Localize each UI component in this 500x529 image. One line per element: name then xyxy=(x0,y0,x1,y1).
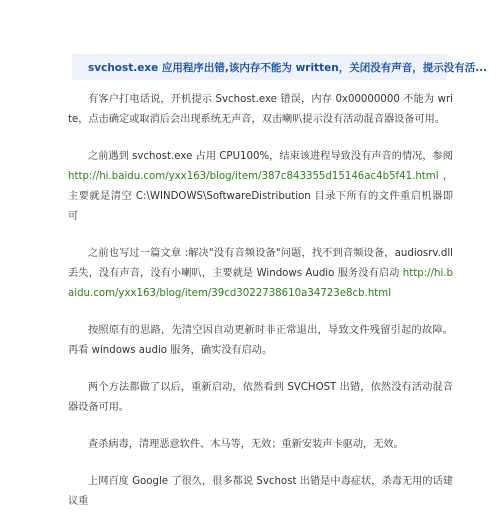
article-title[interactable]: svchost.exe 应用程序出错,该内存不能为 written，关闭没有声音，提示没有活... xyxy=(88,62,488,74)
article-body xyxy=(68,90,453,529)
blog-link[interactable]: http://hi.baidu.com/yxx163/blog/item/387c843355d15146ac4b5f41.html xyxy=(68,171,439,182)
article-paragraph xyxy=(68,321,453,361)
paragraph-text: 查杀病毒，清理恶意软件、木马等，无效；重新安装声卡驱动，无效。 xyxy=(88,439,404,450)
article-paragraph xyxy=(68,90,453,130)
paragraph-text: 之前也写过一篇文章 :解决"没有音频设备"问题，找不到音频设备，audiosrv.dll 丢失，没有声音，没有小喇叭，主要就是 Windows Audio 服务没有启动 xyxy=(68,248,453,279)
paragraph-text: 按照原有的思路，先清空因自动更新时非正常退出，导致文件残留引起的故障。再看 windows audio 服务，确实没有启动。 xyxy=(68,325,453,356)
paragraph-text: ，主要就是清空 C:\WINDOWS\SoftwareDistribution 目录下所有的文件重启机器即可 xyxy=(68,171,453,222)
article-paragraph xyxy=(68,244,453,304)
paragraph-text: 两个方法都做了以后，重新启动，依然看到 SVCHOST 出错，依然没有活动混音器设备可用。 xyxy=(68,382,453,413)
article-title-bar xyxy=(72,54,488,80)
paragraph-text: 之前遇到 svchost.exe 占用 CPU100%，结束该进程导致没有声音的情况，参阅 xyxy=(88,151,453,162)
blog-link[interactable]: http://hi.baidu.com/yxx163/blog/item/39cd3022738610a34723e8cb.html xyxy=(68,268,453,299)
article-paragraph xyxy=(68,378,453,418)
paragraph-text: 上网百度 Google 了很久，很多都说 Svchost 出错是中毒症状，杀毒无用的话建议重 xyxy=(68,476,453,507)
article-paragraph xyxy=(68,147,453,227)
article-paragraph xyxy=(68,435,453,455)
paragraph-text: 有客户打电话说，开机提示 Svchost.exe 错误，内存 0x00000000 不能为 write，点击确定或取消后会出现系统无声音，双击喇叭提示没有活动混音器设备可用。 xyxy=(68,94,453,125)
article-paragraph xyxy=(68,472,453,512)
